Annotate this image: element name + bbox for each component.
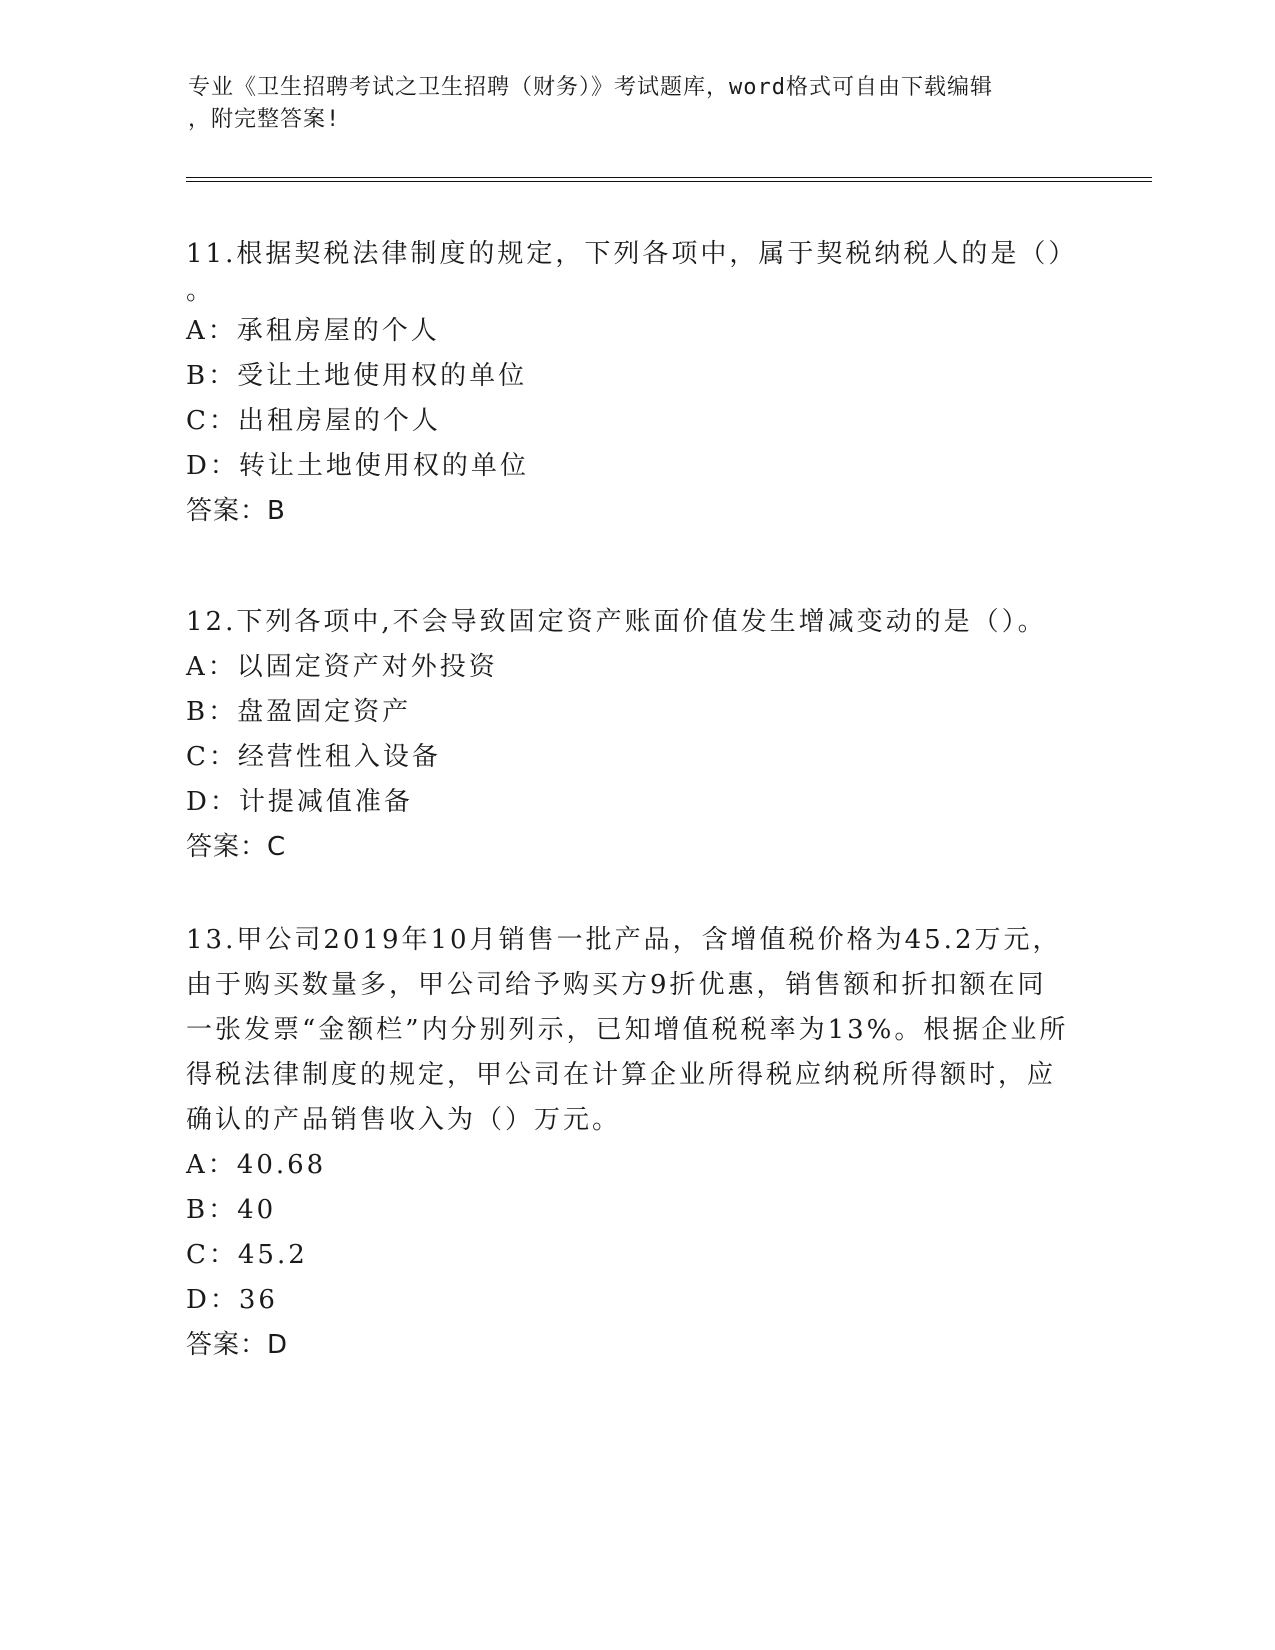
question-stem-continuation: 。 xyxy=(186,276,216,306)
question-13 xyxy=(186,918,1086,1368)
option-c: C：45.2 xyxy=(186,1240,308,1270)
question-stem-line: 13.甲公司2019年10月销售一批产品，含增值税价格为45.2万元， xyxy=(186,925,1062,955)
question-stem-line: 一张发票“金额栏”内分别列示，已知增值税税率为13%。根据企业所 xyxy=(186,1015,1069,1045)
header-rule-bottom xyxy=(186,181,1152,182)
option-b: B：盘盈固定资产 xyxy=(186,697,412,727)
option-c: C：经营性租入设备 xyxy=(186,742,441,772)
question-stem-line: 由于购买数量多，甲公司给予购买方9折优惠，销售额和折扣额在同 xyxy=(186,970,1047,1000)
question-stem-line: 得税法律制度的规定，甲公司在计算企业所得税应纳税所得额时，应 xyxy=(186,1060,1057,1090)
option-d: D：36 xyxy=(186,1285,278,1315)
option-b: B：受让土地使用权的单位 xyxy=(186,361,528,391)
option-a: A：承租房屋的个人 xyxy=(186,316,440,346)
header-rule-top xyxy=(186,177,1152,178)
question-11 xyxy=(186,232,1086,534)
header-line-2: ，附完整答案! xyxy=(188,107,341,132)
question-stem: 11.根据契税法律制度的规定，下列各项中，属于契税纳税人的是（） xyxy=(186,239,1078,269)
answer: 答案：C xyxy=(186,832,287,862)
question-stem: 12.下列各项中,不会导致固定资产账面价值发生增减变动的是（）。 xyxy=(186,607,1047,637)
option-a: A：40.68 xyxy=(186,1150,327,1180)
option-c: C：出租房屋的个人 xyxy=(186,406,441,436)
option-b: B：40 xyxy=(186,1195,277,1225)
question-12 xyxy=(186,600,1086,870)
answer: 答案：B xyxy=(186,496,286,526)
question-stem-line: 确认的产品销售收入为（）万元。 xyxy=(186,1105,622,1135)
option-a: A：以固定资产对外投资 xyxy=(186,652,498,682)
header-line-1: 专业《卫生招聘考试之卫生招聘（财务）》考试题库，word格式可自由下载编辑 xyxy=(188,75,993,100)
option-d: D：转让土地使用权的单位 xyxy=(186,451,529,481)
answer: 答案：D xyxy=(186,1330,289,1360)
option-d: D：计提减值准备 xyxy=(186,787,413,817)
document-header xyxy=(188,72,1088,136)
